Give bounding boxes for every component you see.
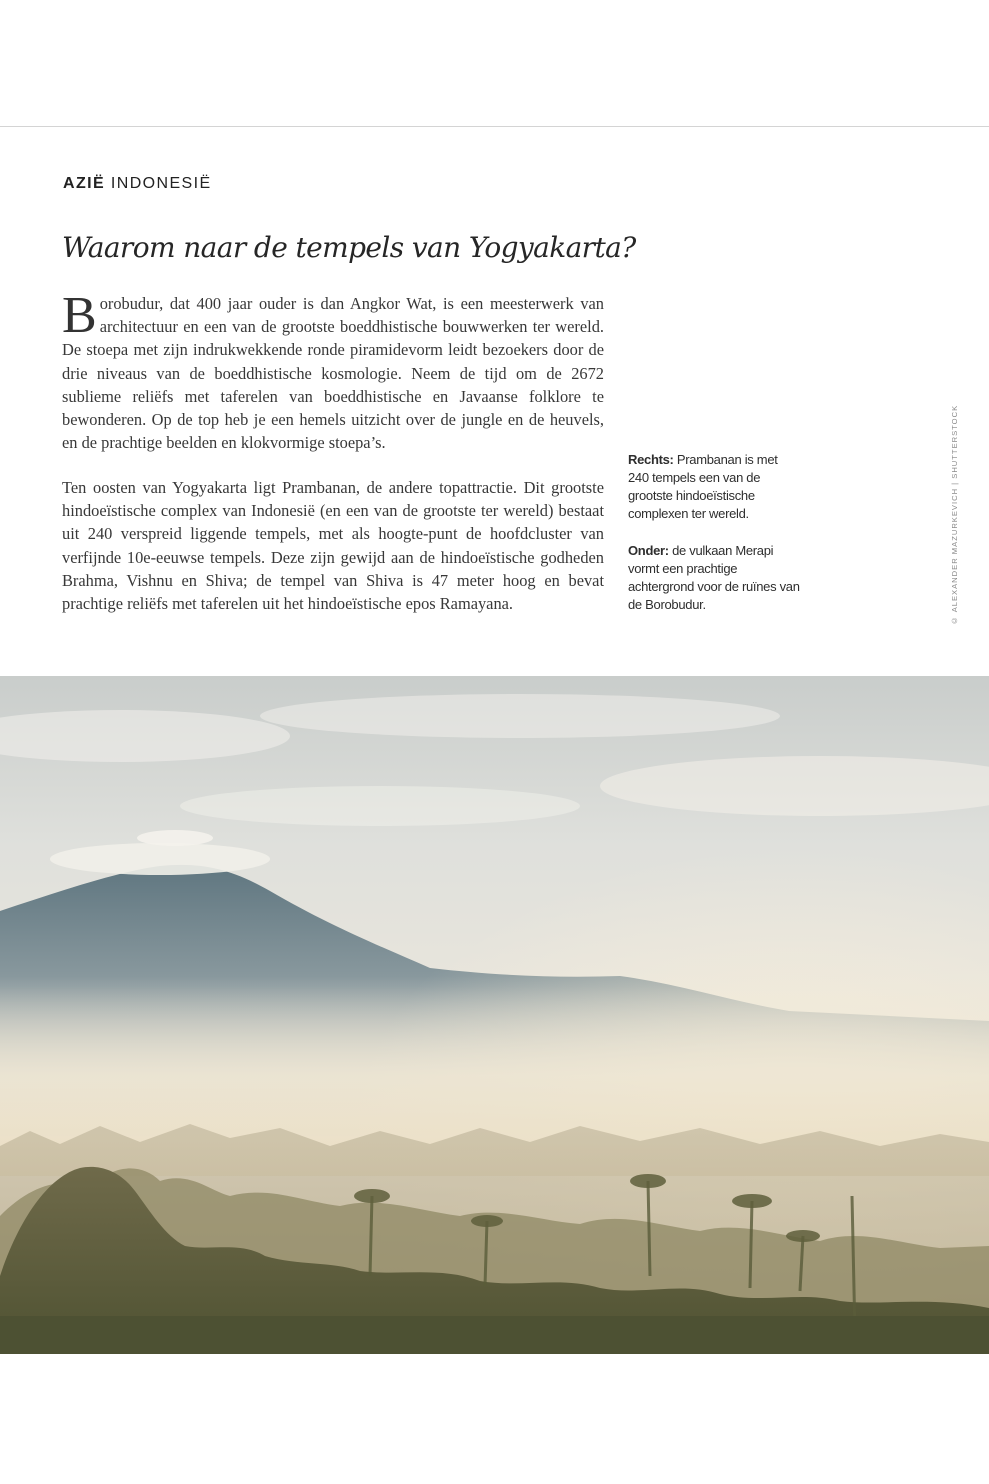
photo-credit: © ALEXANDER MAZURKEVICH | SHUTTERSTOCK [950, 404, 959, 626]
section-country: INDONESIË [110, 175, 212, 192]
top-divider [0, 126, 989, 127]
volcano-landscape-photo [0, 676, 989, 1354]
section-label [63, 175, 212, 193]
caption-below-label: Onder: [628, 543, 669, 558]
article-paragraph-1 [62, 287, 604, 454]
section-region: AZIË [63, 175, 106, 192]
caption-below-text: de vulkaan Merapi vormt een prachtige achtergrond voor de ruïnes van de Borobudur. [628, 543, 800, 612]
article-paragraph-2: Ten oosten van Yogyakarta ligt Prambanan, de andere topattractie. Dit grootste hindoeïstische complex van Indonesië (en een van de grootste ter wereld) bestaat uit 240 verspreid liggende tempels, met als hoogte-punt de hoofdcluster van verfijnde 10e-eeuwse tempels. Deze zijn gewijd aan de hindoeïstische godheden Brahma, Vishnu en Shiva; de tempel van Shiva is 47 meter hoog en bevat prachtige reliëfs met taferelen uit het hindoeïstische epos Ramayana. [62, 478, 604, 614]
caption-right-text: Prambanan is met 240 tempels een van de grootste hindoeïstische complexen ter wereld. [628, 452, 778, 521]
photo-captions [628, 451, 800, 633]
drop-cap: B [62, 287, 97, 344]
paragraph-1-text: orobudur, dat 400 jaar ouder is dan Angkor Wat, is een meesterwerk van architectuur en een van de grootste boeddhistische bouwwerken ter wereld. De stoepa met zijn indrukwekkende ronde piramidevorm leidt bezoekers door de drie niveaus van de boeddhistische kosmologie. Neem de tijd om de 2672 sublieme reliëfs met taferelen van boeddhistische en Javaanse folklore te bewonderen. Op de top heb je een hemels uitzicht over de jungle en de heuvels, en de prachtige beelden en klokvormige stoepa’s. [62, 294, 604, 453]
article-title: Waarom naar de tempels van Yogyakarta? [62, 231, 636, 264]
caption-below [628, 542, 800, 614]
caption-right [628, 451, 800, 523]
caption-right-label: Rechts: [628, 452, 674, 467]
